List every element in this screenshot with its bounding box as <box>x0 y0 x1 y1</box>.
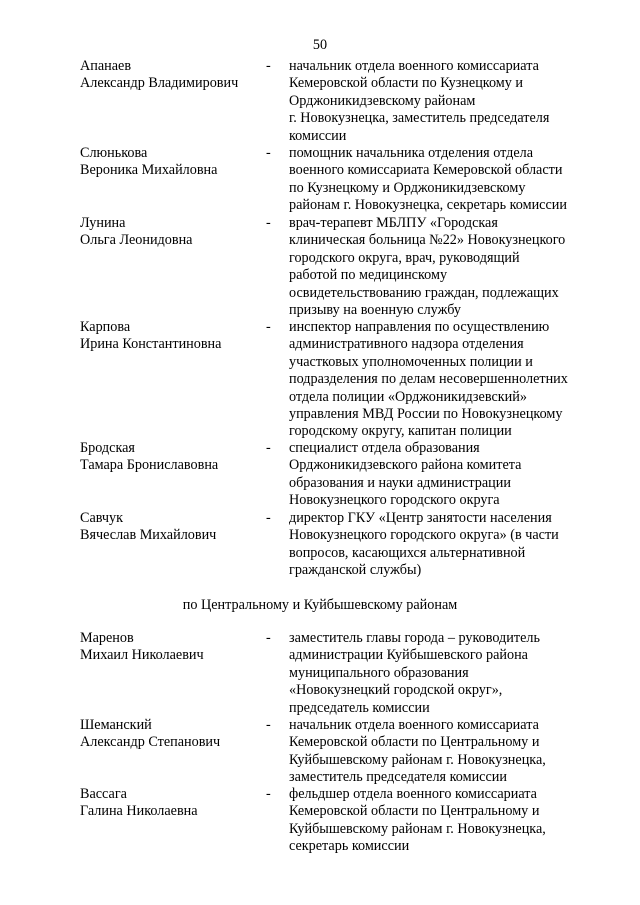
member-role <box>289 58 589 145</box>
role-line: управления МВД России по Новокузнецкому <box>289 406 563 423</box>
separator-dash: - <box>266 717 271 733</box>
name-line: Маренов <box>80 630 134 646</box>
name-line: Бродская <box>80 440 135 456</box>
name-line: Вячеслав Михайлович <box>80 527 217 544</box>
role-line: подразделения по делам несовершеннолетних <box>289 371 568 388</box>
role-line: директор ГКУ «Центр занятости населения <box>289 510 552 526</box>
separator-dash: - <box>266 630 271 646</box>
role-line: муниципального образования <box>289 664 469 681</box>
role-line: председатель комиссии <box>289 699 430 716</box>
role-line: секретарь комиссии <box>289 838 410 855</box>
role-line: заместитель главы города – руководитель <box>289 630 540 646</box>
role-line: Орджоникидзевского района комитета <box>289 457 522 474</box>
role-line: Кемеровской области по Центральному и <box>289 803 540 820</box>
name-line: Ольга Леонидовна <box>80 232 193 249</box>
member-role <box>289 510 589 580</box>
role-line: клиническая больница №22» Новокузнецкого <box>289 232 566 249</box>
role-line: военного комиссариата Кемеровской области <box>289 162 563 179</box>
member-name <box>80 215 265 250</box>
role-line: врач-терапевт МБЛПУ «Городская <box>289 215 498 231</box>
separator-dash: - <box>266 510 271 526</box>
role-line: отдела полиции «Орджоникидзевский» <box>289 388 527 405</box>
role-line: работой по медицинскому <box>289 267 448 284</box>
separator-dash: - <box>266 319 271 335</box>
separator-dash: - <box>266 215 271 231</box>
role-line: Куйбышевскому районам г. Новокузнецка, <box>289 820 546 837</box>
separator-dash: - <box>266 786 271 802</box>
name-line: Лунина <box>80 215 126 231</box>
page-number: 50 <box>312 37 328 53</box>
member-role <box>289 630 589 717</box>
name-line: Апанаев <box>80 58 132 74</box>
member-role <box>289 215 589 319</box>
name-line: Ирина Константиновна <box>80 336 222 353</box>
separator-dash: - <box>266 440 271 456</box>
role-line: администрации Куйбышевского района <box>289 647 528 664</box>
name-line: Галина Николаевна <box>80 803 198 820</box>
separator-dash: - <box>266 145 271 161</box>
role-line: призыву на военную службу <box>289 302 461 319</box>
name-line: Вероника Михайловна <box>80 162 218 179</box>
member-role <box>289 786 589 856</box>
role-line: начальник отдела военного комиссариата <box>289 58 539 74</box>
section-heading: по Центральному и Куйбышевскому районам <box>182 597 458 613</box>
member-role <box>289 440 589 510</box>
role-line: вопросов, касающихся альтернативной <box>289 544 526 561</box>
role-line: специалист отдела образования <box>289 440 480 456</box>
name-line: Александр Степанович <box>80 734 221 751</box>
role-line: начальник отдела военного комиссариата <box>289 717 539 733</box>
name-line: Савчук <box>80 510 124 526</box>
role-line: «Новокузнецкий городской округ», <box>289 682 503 699</box>
member-name <box>80 58 265 93</box>
name-line: Михаил Николаевич <box>80 647 204 664</box>
role-line: помощник начальника отделения отдела <box>289 145 534 161</box>
role-line: г. Новокузнецка, заместитель председателя <box>289 110 550 127</box>
member-name <box>80 786 265 821</box>
name-line: Карпова <box>80 319 131 335</box>
role-line: комиссии <box>289 127 347 144</box>
role-line: участковых уполномоченных полиции и <box>289 353 533 370</box>
member-role <box>289 145 589 215</box>
role-line: Орджоникидзевскому районам <box>289 92 476 109</box>
member-name <box>80 145 265 180</box>
role-line: заместитель председателя комиссии <box>289 769 507 786</box>
role-line: административного надзора отделения <box>289 336 524 353</box>
name-line: Вассага <box>80 786 127 802</box>
member-name <box>80 319 265 354</box>
role-line: городскому округу, капитан полиции <box>289 423 512 440</box>
role-line: Новокузнецкого городского округа» (в части <box>289 527 559 544</box>
role-line: по Кузнецкому и Орджоникидзевскому <box>289 179 526 196</box>
role-line: Кемеровской области по Кузнецкому и <box>289 75 523 92</box>
role-line: Новокузнецкого городского округа <box>289 492 500 509</box>
member-role <box>289 717 589 787</box>
separator-dash: - <box>266 58 271 74</box>
name-line: Шеманский <box>80 717 152 733</box>
member-name <box>80 510 265 545</box>
member-name <box>80 440 265 475</box>
name-line: Тамара Брониславовна <box>80 457 219 474</box>
role-line: инспектор направления по осуществлению <box>289 319 550 335</box>
role-line: районам г. Новокузнецка, секретарь комиссии <box>289 197 567 214</box>
role-line: освидетельствованию граждан, подлежащих <box>289 284 559 301</box>
name-line: Слюнькова <box>80 145 148 161</box>
member-name <box>80 717 265 752</box>
name-line: Александр Владимирович <box>80 75 239 92</box>
member-name <box>80 630 265 665</box>
role-line: фельдшер отдела военного комиссариата <box>289 786 537 802</box>
role-line: Куйбышевскому районам г. Новокузнецка, <box>289 751 546 768</box>
role-line: Кемеровской области по Центральному и <box>289 734 540 751</box>
role-line: образования и науки администрации <box>289 474 511 491</box>
role-line: городского округа, врач, руководящий <box>289 249 520 266</box>
role-line: гражданской службы) <box>289 562 422 579</box>
member-role <box>289 319 589 441</box>
